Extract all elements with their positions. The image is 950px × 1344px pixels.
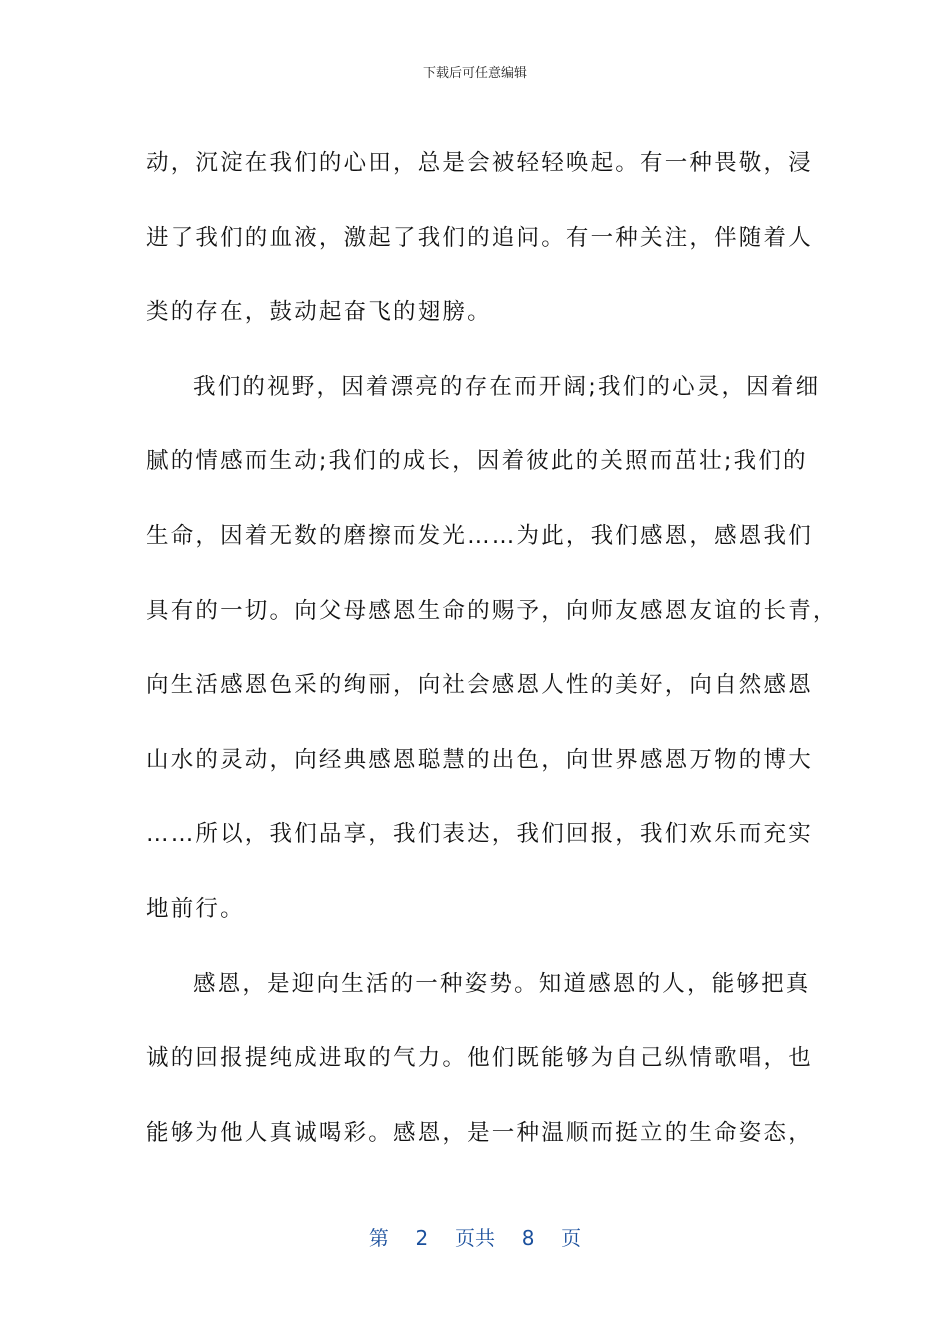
text-line: 诚的回报提纯成进取的气力。他们既能够为自己纵情歌唱，也 xyxy=(146,1045,813,1072)
text-line: 动，沉淀在我们的心田，总是会被轻轻唤起。有一种畏敬，浸 xyxy=(146,150,813,176)
text-line: 具有的一切。向父母感恩生命的赐予，向师友感恩友谊的长青， xyxy=(146,597,838,624)
current-page-number: 2 xyxy=(415,1226,429,1250)
paragraph-first-line: 感恩，是迎向生活的一种姿势。知道感恩的人，能够把真 xyxy=(193,970,811,997)
page-suffix: 页 xyxy=(561,1226,582,1250)
paragraph-first-line: 我们的视野，因着漂亮的存在而开阔;我们的心灵，因着细 xyxy=(193,373,821,400)
text-line: 向生活感恩色采的绚丽，向社会感恩人性的美好，向自然感恩 xyxy=(146,672,813,699)
text-line: 腻的情感而生动;我们的成长，因着彼此的关照而茁壮;我们的 xyxy=(146,448,808,475)
page-header: 下载后可任意编辑 xyxy=(422,66,527,81)
text-line: 生命，因着无数的磨擦而发光……为此，我们感恩，感恩我们 xyxy=(146,522,813,549)
text-line: ……所以，我们品享，我们表达，我们回报，我们欢乐而充实 xyxy=(146,821,813,848)
text-line: 山水的灵动，向经典感恩聪慧的出色，向世界感恩万物的博大 xyxy=(146,746,813,773)
page-prefix: 第 xyxy=(368,1226,389,1250)
page-middle-label: 页共 xyxy=(455,1226,495,1250)
page-number-footer xyxy=(0,1226,950,1250)
total-pages-number: 8 xyxy=(521,1226,535,1250)
document-body xyxy=(146,126,838,1170)
text-line: 能够为他人真诚喝彩。感恩，是一种温顺而挺立的生命姿态， xyxy=(146,1119,813,1146)
text-line: 类的存在，鼓动起奋飞的翅膀。 xyxy=(146,299,492,326)
text-line: 进了我们的血液，激起了我们的追问。有一种关注，伴随着人 xyxy=(146,224,813,251)
text-line: 地前行。 xyxy=(146,895,245,922)
